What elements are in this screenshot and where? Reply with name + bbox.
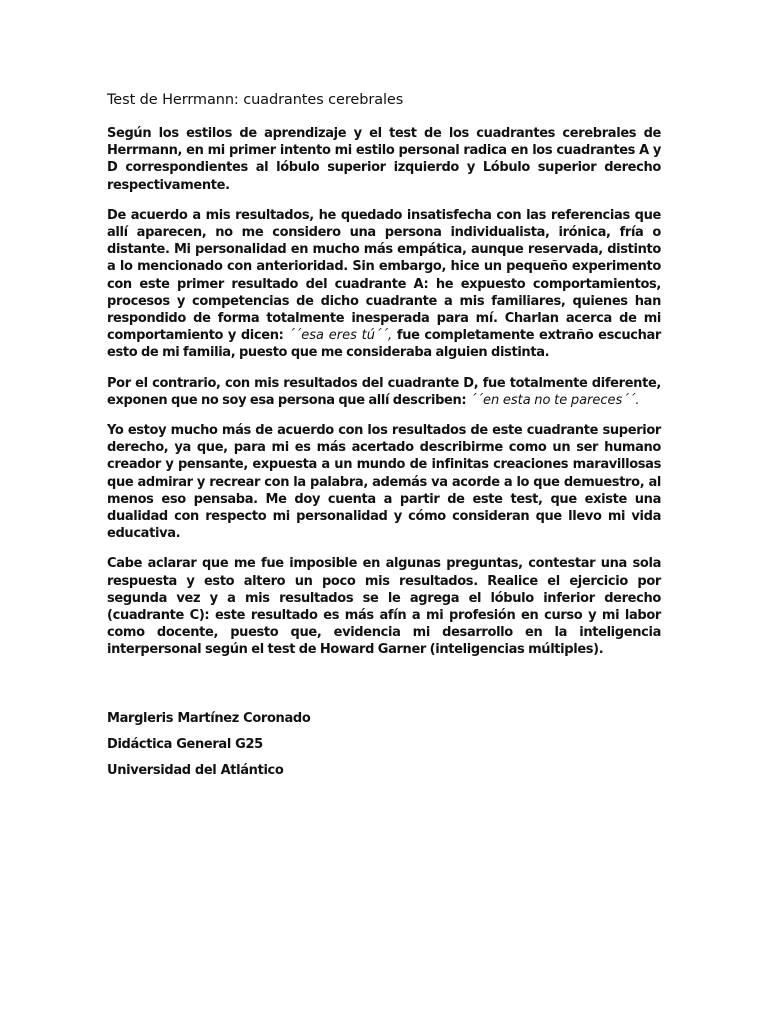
document-body (107, 90, 661, 672)
paragraph-1: Según los estilos de aprendizaje y el test de los cuadrantes cerebrales de Herrmann, en mi primer intento mi estilo personal radica en los cuadrantes A y D correspondientes al lóbulo superior izquierdo y Lóbulo superior derecho respectivamente. (107, 126, 661, 193)
paragraph-5: Cabe aclarar que me fue imposible en algunas preguntas, contestar una sola respuesta y esto altero un poco mis resultados. Realice el ejercicio por segunda vez y a mis resultados se le agrega el lóbulo inferior derecho (cuadrante C): este resultado es más afín a mi profesión en curso y mi labor como docente, puesto que, evidencia mi desarrollo en la inteligencia interpersonal según el test de Howard Garner (inteligencias múltiples). (107, 556, 661, 658)
paragraph-2-text-before: De acuerdo a mis resultados, he quedado insatisfecha con las referencias que allí aparecen, no me considero una persona individualista, irónica, fría o distante. Mi personalidad en mucho más empática, aunque reservada, distinto a lo mencionado con anterioridad. Sin embargo, hice un pequeño experimento con este primer resultado del cuadrante A: he expuesto comportamientos, procesos y competencias de dicho cuadrante a mis familiares, quienes han respondido de forma totalmente inesperada para mí. Charlan acerca de mi comportamiento y dicen: (107, 207, 661, 344)
paragraph-2 (107, 207, 661, 362)
author-name: Margleris Martínez Coronado (107, 711, 311, 726)
paragraph-3-text-before: Por el contrario, con mis resultados del cuadrante D, fue totalmente diferente, exponen que no soy esa persona que allí describen: (107, 375, 661, 408)
paragraph-4: Yo estoy mucho más de acuerdo con los resultados de este cuadrante superior derecho, ya que, para mi es más acertado describirme como un ser humano creador y pensante, expuesta a un mundo de infinitas creaciones maravillosas que admirar y recrear con la palabra, además va acorde a lo que demuestro, al menos eso pensaba. Me doy cuenta a partir de este test, que existe una dualidad con respecto mi personalidad y cómo consideran que llevo mi vida educativa. (107, 423, 661, 542)
signature-block (107, 710, 661, 788)
paragraph-2-text-after: fue completamente extraño escuchar esto de mi familia, puesto que me consideraba alguien distinta. (107, 328, 661, 361)
paragraph-3 (107, 375, 661, 409)
document-title: Test de Herrmann: cuadrantes cerebrales (107, 92, 404, 108)
course-name: Didáctica General G25 (107, 737, 263, 752)
paragraph-3-quote: ´´en esta no te pareces´´. (469, 392, 640, 408)
institution-name: Universidad del Atlántico (107, 763, 284, 778)
paragraph-2-quote: ´´esa eres tú´´, (288, 328, 393, 344)
